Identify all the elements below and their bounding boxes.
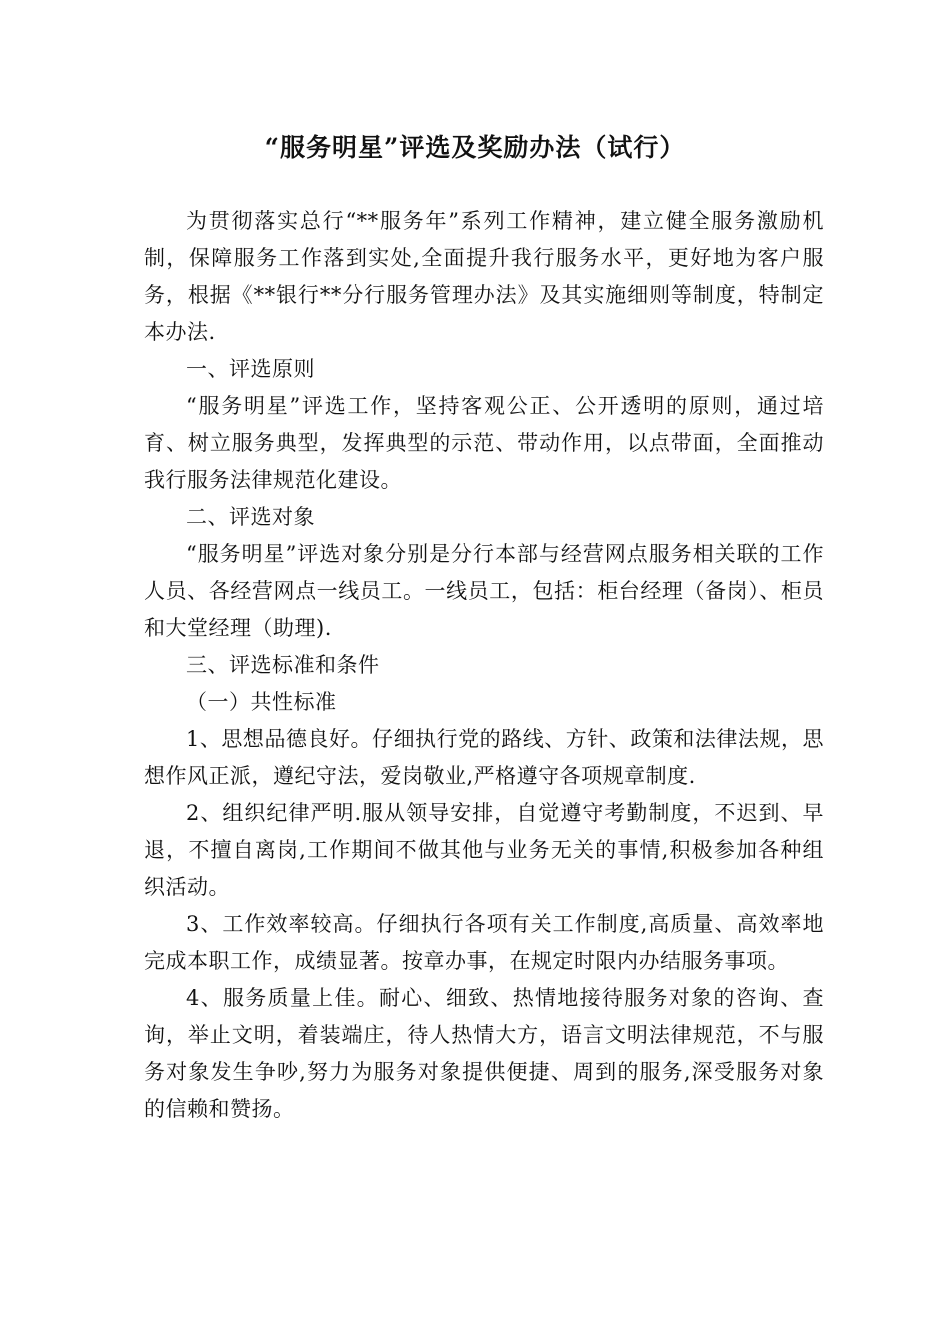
section-heading-standards: 三、评选标准和条件 — [186, 653, 380, 677]
section-heading-principles: 一、评选原则 — [186, 357, 315, 381]
document-body — [144, 203, 824, 1128]
principles-paragraph: “服务明星”评选工作，坚持客观公正、公开透明的原则，通过培育、树立服务典型，发挥典型的示范、带动作用，以点带面，全面推动我行服务法律规范化建设。 — [144, 394, 824, 492]
subsection-heading-common-standards: （一）共性标准 — [186, 690, 337, 714]
standard-item-2: 2、组织纪律严明.服从领导安排，自觉遵守考勤制度，不迟到、早退，不擅自离岗,工作期间不做其他与业务无关的事情,积极参加各种组织活动。 — [144, 801, 824, 899]
standard-item-4: 4、服务质量上佳。耐心、细致、热情地接待服务对象的咨询、查询，举止文明，着装端庄，待人热情大方，语言文明法律规范，不与服务对象发生争吵,努力为服务对象提供便捷、周到的服务,深受服务对象的信赖和赞扬。 — [144, 986, 824, 1121]
document-title: “服务明星”评选及奖励办法（试行） — [264, 133, 686, 162]
section-heading-targets: 二、评选对象 — [186, 505, 315, 529]
standard-item-1: 1、思想品德良好。仔细执行党的路线、方针、政策和法律法规，思想作风正派，遵纪守法，爱岗敬业,严格遵守各项规章制度. — [144, 727, 824, 788]
standard-item-3: 3、工作效率较高。仔细执行各项有关工作制度,高质量、高效率地完成本职工作，成绩显著。按章办事，在规定时限内办结服务事项。 — [144, 912, 824, 973]
intro-paragraph: 为贯彻落实总行“**服务年”系列工作精神，建立健全服务激励机制，保障服务工作落到实处,全面提升我行服务水平，更好地为客户服务，根据《**银行**分行服务管理办法》及其实施细则等制度，特制定本办法. — [144, 209, 824, 344]
targets-paragraph: “服务明星”评选对象分别是分行本部与经营网点服务相关联的工作人员、各经营网点一线员工。一线员工，包括：柜台经理（备岗）、柜员和大堂经理（助理). — [144, 542, 824, 640]
